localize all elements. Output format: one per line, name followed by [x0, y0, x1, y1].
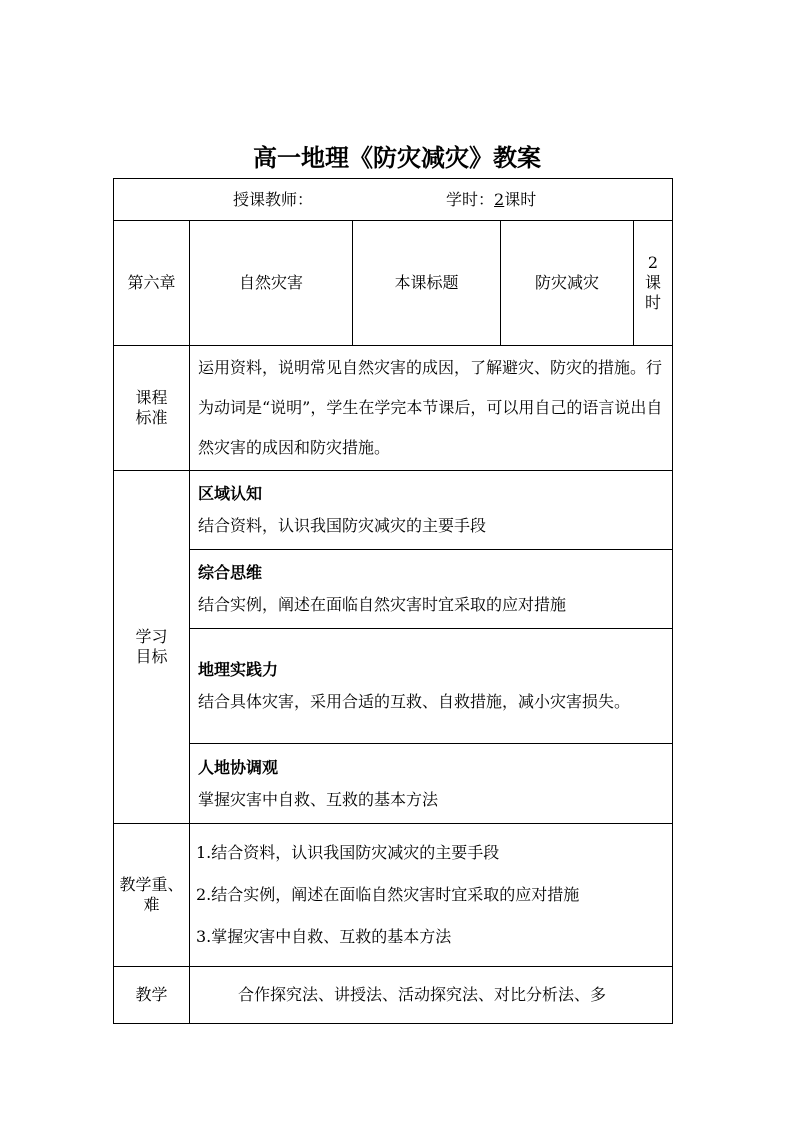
objective-row [114, 550, 673, 629]
curriculum-label: 课程 标准 [114, 346, 190, 471]
curriculum-text: 运用资料，说明常见自然灾害的成因，了解避灾、防灾的措施。行为动词是“说明”，学生在学完本节课后，可以用自己的语言说出自然灾害的成因和防灾措施。 [198, 358, 663, 457]
objective-body: 结合资料，认识我国防灾减灾的主要手段 [198, 516, 487, 535]
lesson-hours-line: 时 [645, 293, 662, 312]
lesson-title-label-cell: 本课标题 [353, 221, 501, 346]
objective-body: 掌握灾害中自救、互救的基本方法 [198, 789, 439, 809]
objective-title: 地理实践力 [198, 660, 279, 679]
lesson-plan-table [113, 178, 673, 1024]
key-point-item: 2.结合实例，阐述在面临自然灾害时宜采取的应对措施 [196, 885, 580, 904]
objective-row [114, 744, 673, 824]
hours-label: 学时： [446, 189, 495, 209]
objective-body: 结合实例，阐述在面临自然灾害时宜采取的应对措施 [198, 595, 567, 614]
methods-label: 教学 [114, 967, 190, 1024]
objective-title: 区域认知 [198, 484, 263, 503]
chapter-row [114, 221, 673, 346]
teacher-label: 授课教师： [233, 189, 314, 209]
header-row [114, 179, 673, 221]
curriculum-row [114, 346, 673, 471]
objective-row [114, 629, 673, 744]
lesson-hours-cell [634, 221, 673, 346]
page-title: 高一地理《防灾减灾》教案 [253, 144, 541, 172]
key-points-row [114, 824, 673, 967]
key-point-item: 1.结合资料，认识我国防灾减灾的主要手段 [196, 843, 500, 862]
lesson-title-cell: 防灾减灾 [501, 221, 634, 346]
chapter-cell: 第六章 [114, 221, 190, 346]
objective-title: 综合思维 [198, 563, 263, 582]
key-points-label: 教学重、 难 [114, 824, 190, 967]
lesson-hours-line: 课 [645, 273, 662, 292]
objective-body: 结合具体灾害，采用合适的互救、自救措施，减小灾害损失。 [198, 692, 631, 711]
hours-value: 2 [494, 189, 505, 209]
objective-row [114, 471, 673, 550]
objective-title: 人地协调观 [198, 757, 279, 777]
chapter-topic-cell: 自然灾害 [190, 221, 353, 346]
objectives-label: 学习 目标 [114, 471, 190, 824]
key-point-item: 3.掌握灾害中自救、互救的基本方法 [196, 927, 452, 946]
lesson-hours-line: 2 [647, 253, 659, 272]
hours-unit: 课时 [504, 189, 537, 209]
methods-row [114, 967, 673, 1024]
methods-text: 合作探究法、讲授法、活动探究法、对比分析法、多 [238, 985, 607, 1004]
